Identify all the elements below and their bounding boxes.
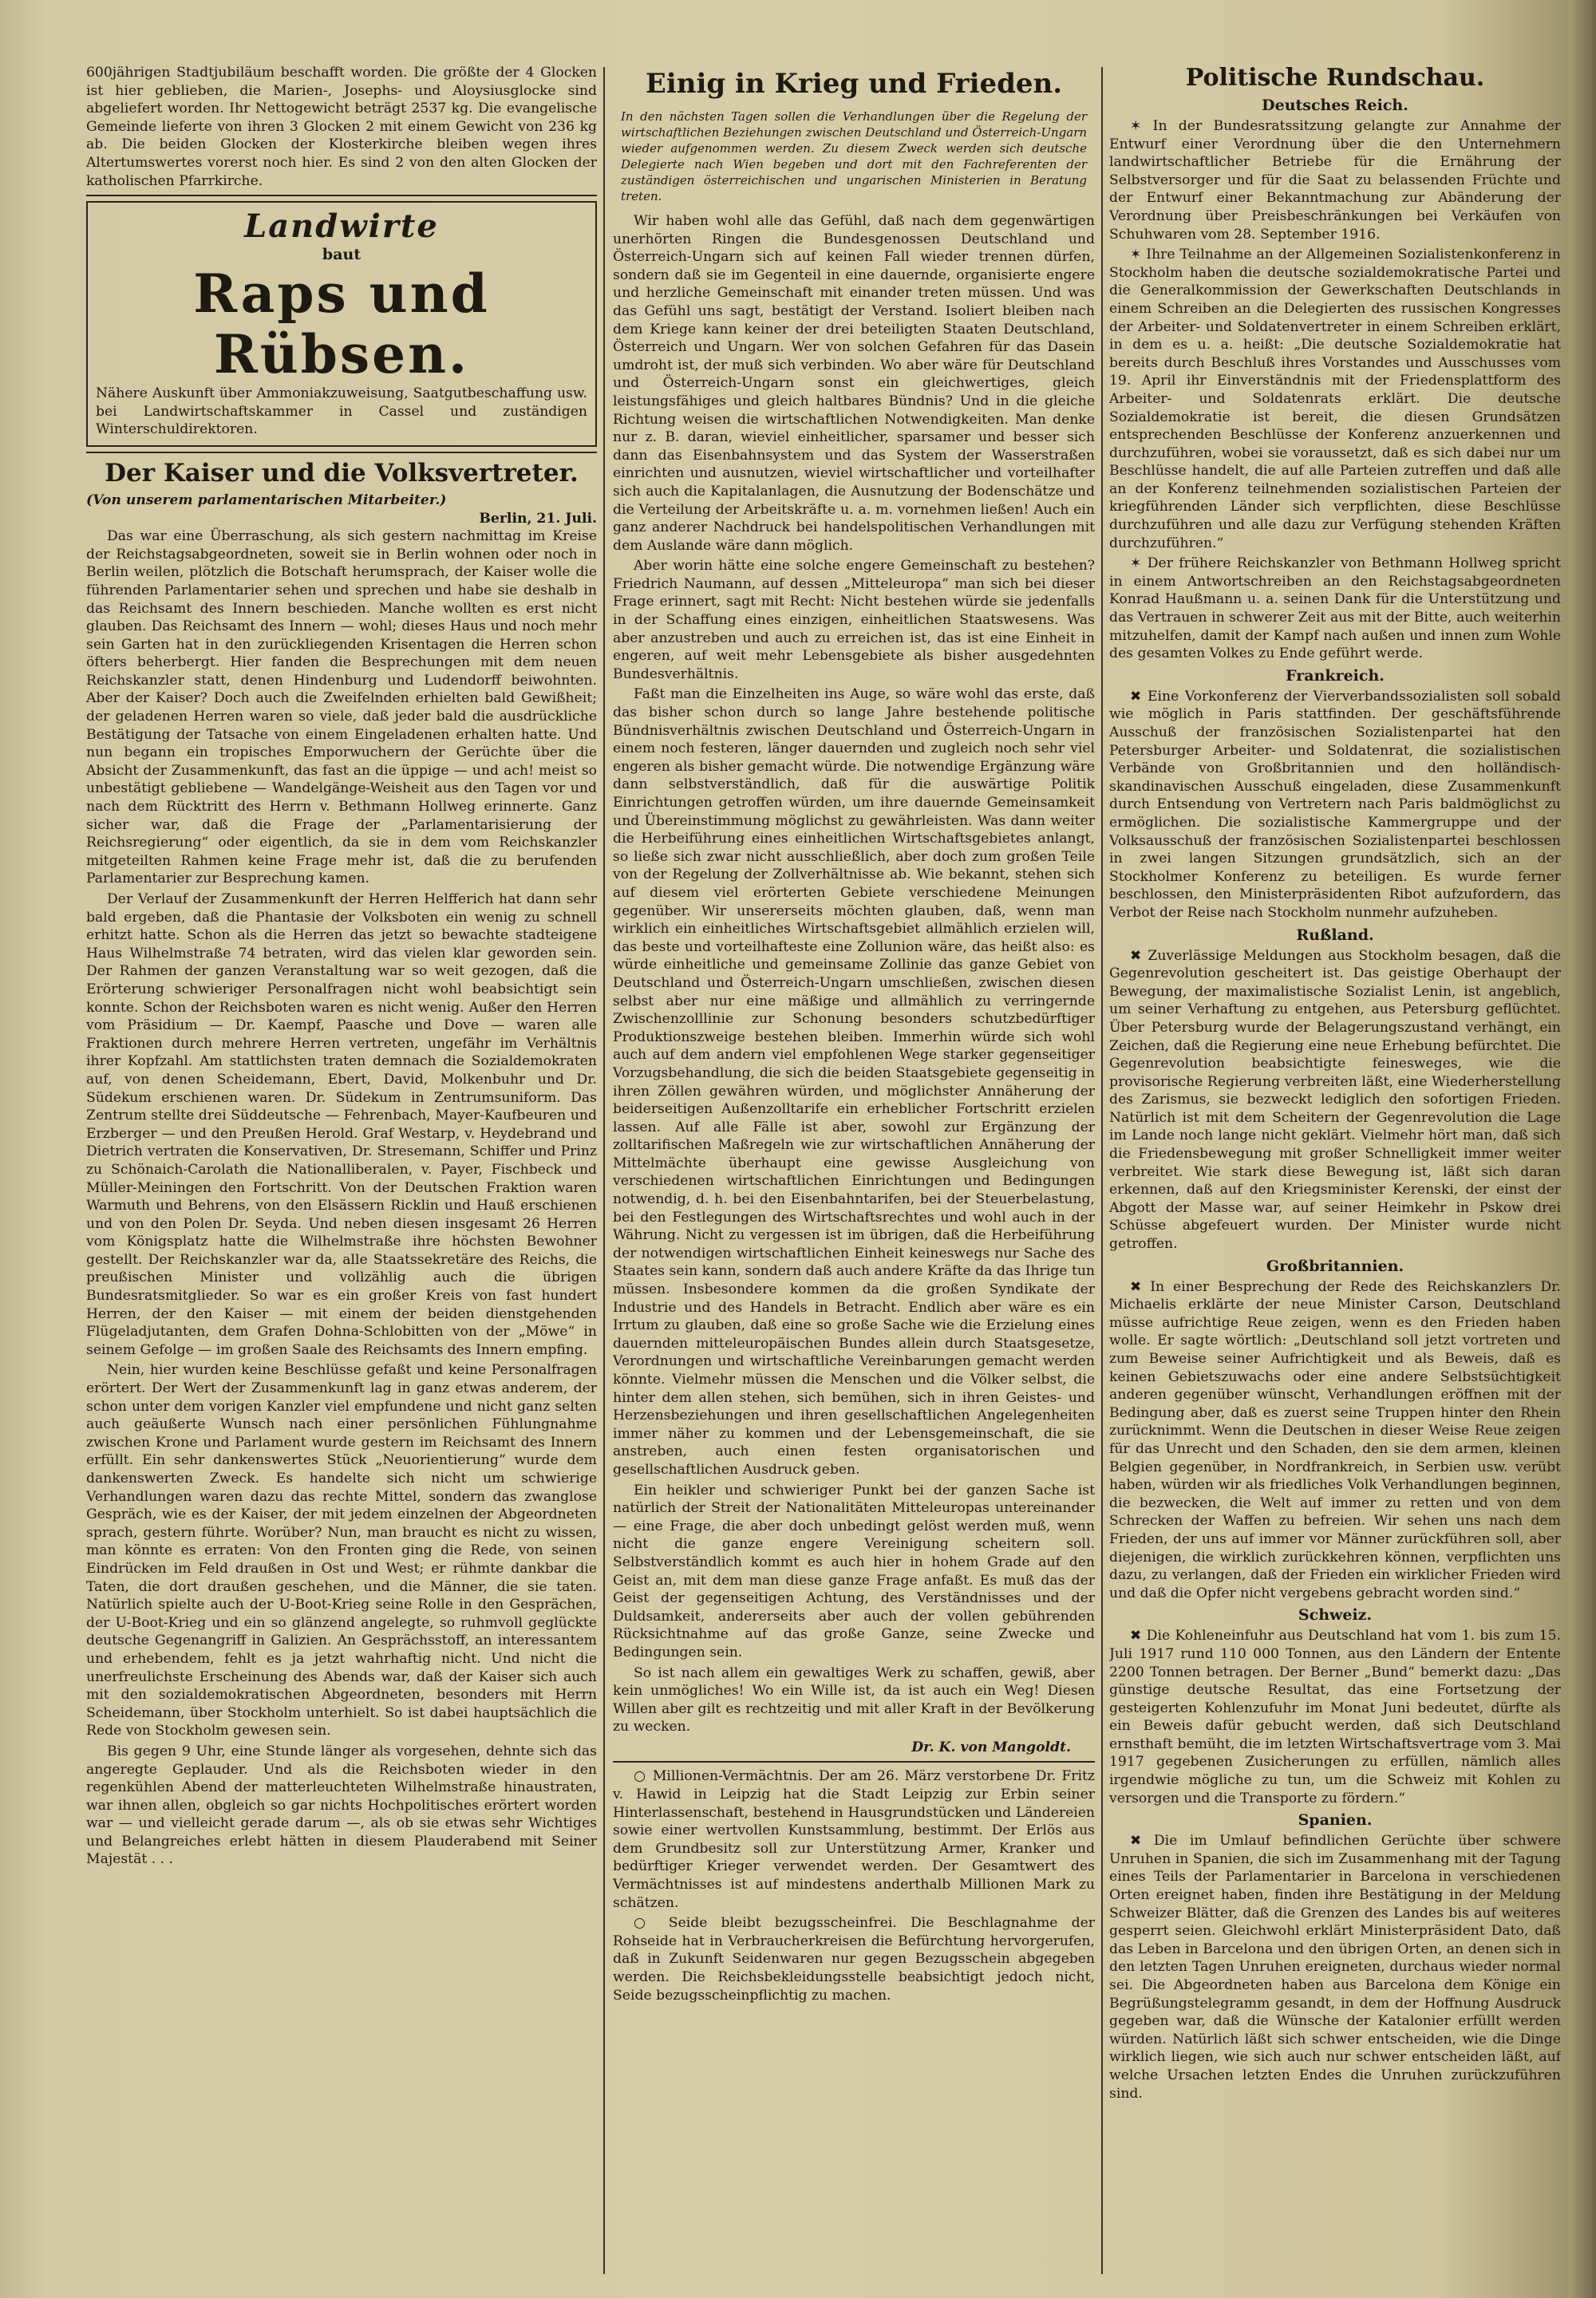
article-signature: Dr. K. von Mangoldt. bbox=[911, 1739, 1071, 1755]
section-rule bbox=[86, 452, 597, 453]
news-item: ✶ Ihre Teilnahme an der Allgemeinen Sozialistenkonferenz in Stockholm haben die deutsche sozialdemokratische Partei und die Generalkommission der Gewerkschaften Deutschlands in einem Schreiben an die Delegierten des russischen Kongresses der Arbeiter- und Soldatenvertreter in einem Schreiben erklärt, in dem es u. a. heißt: „Die deutsche Sozialdemokratie hat bereits durch Beschluß ihres Vorstandes und Ausschusses vom 19. April ihr Einverständnis mit der Friedensplattform des Arbeiter- und Soldatenrats erklärt. Die deutsche Sozialdemokratie ist bereit, die diesen Grundsätzen entsprechenden Beschlüsse der Konferenz anzuerkennen und durchzuführen, wobei sie voraussetzt, daß es sich dabei nur um Beschlüsse handelt, die auf alle Parteien zutreffen und daß alle an der Konferenz teilnehmenden sozialistischen Parteien der kriegführenden Länder sich verpflichten, diese Beschlüsse durchzuführen und alle dazu zur Verfügung stehenden Kräften durchzuführen.“ bbox=[1109, 247, 1561, 551]
article-dateline: Berlin, 21. Juli. bbox=[479, 510, 597, 527]
news-item: ✖ In einer Besprechung der Rede des Reichskanzlers Dr. Michaelis erklärte der neue Minister Carson, Deutschland müsse aufrichtige Reue zeigen, wenn es den Frieden haben wolle. Er sagte wörtlich: „Deutschland soll jetzt vortreten und zum Beweise seiner Aufrichtigkeit und als Beweis, daß es keinen Gebietszuwachs oder eine andere Selbstsüchtigkeit anderen gegenüber wünscht, Verhandlungen eröffnen mit der Bedingung aber, daß es zuerst seine Truppen hinter den Rhein zurücknimmt. Wenn die Deutschen in dieser Weise Reue zeigen für das Unrecht und den Schaden, den sie dem armen, kleinen Belgien gegenüber, in Nordfrankreich, in Serbien usw. verübt haben, würden wir als friedliches Volk Verhandlungen beginnen, die bezwecken, die Welt auf immer zu retten und von dem Schrecken der Waffen zu befreien. Wir sehen uns nach dem Frieden, der uns auf immer vor Männer zurückführen soll, aber diejenigen, die wirklich zurückkehren können, verpflichten uns dazu, zu verlangen, daß der Frieden ein wirklicher Frieden wird und daß die Opfer nicht vergebens gebracht worden sind.“ bbox=[1109, 1278, 1561, 1601]
news-notice: ○ Seide bleibt bezugsscheinfrei. Die Beschlagnahme der Rohseide hat in Verbraucherkreisen die Befürchtung hervorgerufen, daß in Zukunft Seidenwaren nur gegen Bezugsschein abgegeben werden. Die Reichsbekleidungsstelle beabsichtigt jedoch nicht, Seide bezugsscheinpflichtig zu machen. bbox=[613, 1915, 1095, 2004]
news-item: ✖ Die Kohleneinfuhr aus Deutschland hat vom 1. bis zum 15. Juli 1917 rund 110 000 Tonnen, aus den Ländern der Entente 2200 Tonnen betragen. Der Berner „Bund“ bemerkt dazu: „Das günstige deutsche Resultat, das eine Fortsetzung der gesteigerten Kohlenzufuhr im Monat Juni bedeutet, dürfte als ein Beweis dafür gebucht werden, daß sich Deutschland ernsthaft bemüht, die im letzten Wirtschaftsvertrage vom 3. Mai 1917 gegebenen Zusicherungen zu erfüllen, nämlich alles irgendwie mögliche zu tun, um die Schweiz mit Kohlen zu versorgen und die Transporte zu fördern.“ bbox=[1109, 1628, 1561, 1806]
advertisement-box bbox=[86, 201, 597, 447]
column-right bbox=[1109, 64, 1561, 2282]
article-byline: (Von unserem parlamentarischen Mitarbeiter.) bbox=[86, 492, 447, 508]
article-paragraph: Faßt man die Einzelheiten ins Auge, so wäre wohl das erste, daß das bisher schon durch so lange Jahre bestehende politische Bündnisverhältnis zwischen Deutschland und Österreich-Ungarn in einem noch festeren, länger dauernden und zugleich noch sehr viel engeren als bisher gemacht würde. Die notwendige Ergänzung wäre dann selbstverständlich, daß für die auswärtige Politik Einrichtungen getroffen würden, um ihre dauernde Gemeinsamkeit und Übereinstimmung möglichst zu gewährleisten. Was dann weiter die Herbeiführung eines einheitlichen Wirtschaftsgebietes anlangt, so ließe sich zwar nicht ausschließlich, aber doch zum großen Teile von der Regelung der Zollverhältnisse ab. Wie bekannt, stehen sich auf diesem viel erörterten Gebiete verschiedene Meinungen gegenüber. Wir unsererseits möchten glauben, daß, wenn man wirklich ein einheitliches Wirtschaftsgebiet allmählich erzielen will, das beste und vorteilhafteste eine Zollunion wäre, das heißt also: es würde einheitliche und gemeinsame Zollinie das ganze Gebiet von Deutschland und Österreich-Ungarn umschließen, zwischen diesen selbst aber nur eine mäßige und allmählich zu verringernde Zwischenzolllinie zur Schonung besonders schutzbedürftiger Produktionszweige bestehen bleiben. Immerhin würde sich wohl auch auf dem andern viel empfohlenen Wege starker gegenseitiger Vorzugsbehandlung, die sich die beiden Staatsgebiete gegenseitig in ihren Zöllen gewähren würden, und möglichster Annäherung der beiderseitigen Außenzolltarife ein erheblicher Fortschritt erzielen lassen. Auf alle Fälle ist aber, sowohl zur Ergänzung der zolltarifischen Maßregeln wie zur wirtschaftlichen Annäherung der Mittelmächte überhaupt eine gewisse Ausgleichung von verschiedenen wirtschaftlichen Einrichtungen und Bedingungen notwendig, d. h. bei den Eisenbahntarifen, bei der Steuerbelastung, bei den Festlegungen des Wirtschaftsrechtes und wohl auch in der Währung. Nicht zu vergessen ist im übrigen, daß die Herbeiführung der notwendigen wirtschaftlichen Einheit keineswegs nur Sache des Staates sein kann, sondern daß auch andere Kräfte da das Ihrige tun müssen. Insbesondere kommen da die großen Syndikate der Industrie und des Handels in Betracht. Endlich aber wäre es ein Irrtum zu glauben, daß eine so große Sache wie die Erzielung eines dauernden mitteleuropäischen Bundes allein durch Staatsgesetze, Verordnungen und wirtschaftliche Vereinbarungen gemacht werden könnte. Vielmehr müssen die Menschen und die Völker selbst, die hinter dem allen stehen, sich bemühen, sich in ihren Geistes- und Herzensbeziehungen und ihren gesellschaftlichen Angelegenheiten immer näher zu kommen und der Lebensgemeinschaft, die sie anstreben, auch einen festen organisatorischen und gesellschaftlichen Ausdruck geben. bbox=[613, 686, 1095, 1478]
article-headline: Der Kaiser und die Volksvertreter. bbox=[105, 458, 579, 488]
column-left bbox=[86, 64, 597, 2282]
article-paragraph: Ein heikler und schwieriger Punkt bei der ganzen Sache ist natürlich der Streit der Nationalitäten Mitteleuropas untereinander — eine Frage, die aber doch unbedingt gelöst werden muß, wenn nicht die ganze engere Vereinigung scheitern soll. Selbstverständlich kommt es auch hier in hohem Grade auf den Geist an, mit dem man diese ganze Frage anfaßt. Es muß das der Geist der gegenseitigen Achtung, des Verständnisses und der Duldsamkeit, andererseits aber auch der vollen gebührenden Rücksichtnahme auf das große Ganze, seine Zwecke und Bedingungen sein. bbox=[613, 1482, 1095, 1660]
article-paragraph: So ist nach allem ein gewaltiges Werk zu schaffen, gewiß, aber kein unmögliches! Wo ein Wille ist, da ist auch ein Weg! Diesen Willen aber gilt es rechtzeitig und mit aller Kraft in der Bevölkerung zu wecken. bbox=[613, 1664, 1095, 1735]
ad-main-text: Raps und Rübsen. bbox=[193, 263, 490, 386]
country-heading: Frankreich. bbox=[1286, 666, 1385, 685]
article-headline: Einig in Krieg und Frieden. bbox=[645, 68, 1063, 100]
ad-body: Nähere Auskunft über Ammoniakzuweisung, Saatgutbeschaffung usw. bei Landwirtschaftskammer in Cassel und zuständigen Winterschuldirektoren. bbox=[96, 385, 587, 438]
country-heading: Großbritannien. bbox=[1266, 1257, 1404, 1275]
section-rule bbox=[86, 195, 597, 196]
country-heading: Deutsches Reich. bbox=[1262, 97, 1408, 114]
ad-title: Landwirte bbox=[244, 207, 439, 246]
page-edge-shadow bbox=[1569, 0, 1596, 2298]
column-middle bbox=[613, 64, 1095, 2282]
article-paragraph: Bis gegen 9 Uhr, eine Stunde länger als vorgesehen, dehnte sich das angeregte Geplauder. Und als die Reichsboten wieder in den regenkühlen Abend der matterleuchteten Wilhelmstraße hinaustraten, war ihnen allen, obgleich so gar nichts Hochpolitisches erörtert worden war — und vielleicht gerade darum —, als ob sie etwas sehr Wichtiges und Belangreiches erlebt hätten in diesem Plauderabend mit Seiner Majestät . . . bbox=[86, 1743, 597, 1868]
column-rule-1 bbox=[603, 67, 605, 2274]
country-heading: Rußland. bbox=[1296, 926, 1374, 944]
column-rule-2 bbox=[1101, 67, 1103, 2274]
country-heading: Schweiz. bbox=[1298, 1606, 1373, 1625]
article-paragraph: Wir haben wohl alle das Gefühl, daß nach dem gegenwärtigen unerhörten Ringen die Bundesgenossen Deutschland und Österreich-Ungarn sich auf keinen Fall wieder trennen dürfen, sondern daß sie im Gegenteil in eine dauernde, organisierte engere und herzliche Gemeinschaft mit einander treten müssen. Und was das Gefühl uns sagt, bestätigt der Verstand. Isoliert bleiben nach dem Kriege kann keiner der drei beteiligten Staaten Deutschland, Österreich und Ungarn. Wer von solchen Gefahren für das Dasein umdroht ist, der muß sich verbinden. Wo aber wäre für Deutschland und Österreich-Ungarn sonst ein gleichwertiges, gleich leistungsfähiges und gleich haltbares Bündnis? Und in die gleiche Richtung weisen die wirtschaftlichen Notwendigkeiten. Man denke nur z. B. daran, wieviel einheitlicher, sparsamer und besser sich dann das Eisenbahnsystem und das System der Wasserstraßen einrichten und ausnutzen, wieviel wirtschaftlicher und vorteilhafter sich auch die Kapitalanlagen, die Ausnutzung der Bodenschätze und die Verteilung der Arbeitskräfte u. a. m. vornehmen ließen! Auch ein ganz anderer Nachdruck bei handelspolitischen Verhandlungen mit dem Auslande wäre dann möglich. bbox=[613, 213, 1095, 554]
article-paragraph: Der Verlauf der Zusammenkunft der Herren Helfferich hat dann sehr bald ergeben, daß die Phantasie der Volksboten ein wenig zu schnell erhitzt hatte. Schon als die Herren das jetzt so bewachte stadteigene Haus Wilhelmstraße 74 betraten, wird das vielen klar geworden sein. Der Rahmen der ganzen Veranstaltung war so weit gezogen, daß die Erörterung schwieriger Personalfragen nicht wohl beabsichtigt sein konnte. Schon der Reichsboten waren es nicht wenig. Außer den Herren vom Präsidium — Dr. Kaempf, Paasche und Dove — waren alle Fraktionen durch mehrere Herren vertreten, ungefähr im Verhältnis ihrer Kopfzahl. Am stattlichsten traten demnach die Sozialdemokraten auf, von denen Scheidemann, Ebert, David, Molkenbuhr und Dr. Südekum erschienen waren. Dr. Südekum in Zentrumsuniform. Das Zentrum stellte drei Süddeutsche — Fehrenbach, Mayer-Kaufbeuren und Erzberger — und den Preußen Herold. Graf Westarp, v. Heydebrand und Dietrich vertraten die Konservativen, Dr. Stresemann, Schiffer und Prinz zu Schönaich-Carolath die Nationalliberalen, v. Payer, Fischbeck und Müller-Meiningen den Fortschritt. Von der Deutschen Fraktion waren Warmuth und Behrens, von den Elsässern Ricklin und Hauß erschienen und von den Polen Dr. Seyda. Und neben diesen insgesamt 26 Herren vom Königsplatz hatte die Wilhelmstraße ihre höchsten Bewohner gestellt. Der Reichskanzler war da, alle Staatssekretäre des Reichs, die preußischen Minister und vollzählig auch die übrigen Bundesratsmitglieder. So war es ein großer Kreis von fast hundert Herren, der den Kaiser — mit einem der beiden dienstgehenden Flügeladjutanten, dem Grafen Dohna-Schlobitten von der „Möwe“ in seinem Gefolge — im großen Saale des Reichsamts des Innern empfing. bbox=[86, 891, 597, 1358]
article-paragraph: Nein, hier wurden keine Beschlüsse gefaßt und keine Personalfragen erörtert. Der Wert der Zusammenkunft lag in ganz etwas anderem, der schon unter dem vorigen Kanzler viel empfundene und nicht ganz selten auch geäußerte Wunsch nach einer persönlichen Fühlungnahme zwischen Krone und Parlament wurde gestern im Reichsamt des Innern erfüllt. Ein sehr dankenswertes Stück „Neuorientierung“ wurde dem dankenswerten Zweck. Es handelte sich nicht um schwierige Verhandlungen waren dazu das rechte Mittel, sondern das zwanglose Gespräch, wie es der Kaiser, der mit jedem einzelnen der Abgeordneten sprach, gestern führte. Worüber? Nun, man braucht es nicht zu wissen, man könnte es erraten: Von den Fronten ging die Rede, von seinen Eindrücken im Feld draußen in Ost und West; er rühmte dankbar die Taten, die dort draußen geschehen, und die Männer, die sie taten. Natürlich spielte auch der U-Boot-Krieg seine Rolle in den Gesprächen, der U-Boot-Krieg und ein so glänzend angelegte, so ruhmvoll geglückte deutsche Gegenangriff in Galizien. An Gesprächsstoff, an interessantem und erhebendem, fehlt es ja jetzt wahrhaftig nicht. Und nicht die unerfreulichste Erscheinung des Abends war, daß der Kaiser sich auch mit den sozialdemokratischen Abgeordneten, besonders mit Herrn Scheidemann, über Stockholm unterhielt. So ist dabei hauptsächlich die Rede von Stockholm gewesen sein. bbox=[86, 1362, 597, 1739]
news-item: ✖ Eine Vorkonferenz der Vierverbandssozialisten soll sobald wie möglich in Paris stattfinden. Der geschäftsführende Ausschuß der französischen Sozialistenpartei hat den Petersburger Arbeiter- und Soldatenrat, die sozialistischen Verbände von Großbritannien und den holländisch-skandinavischen Ausschuß eingeladen, diese Zusammenkunft durch Entsendung von Vertretern nach Paris baldmöglichst zu ermöglichen. Die sozialistische Kammergruppe und der Volksausschuß der französischen Sozialistenpartei beschlossen in zwei langen Sitzungen grundsätzlich, sich an der Stockholmer Konferenz zu beteiligen. Es wurde ferner beschlossen, den Ministerpräsidenten Ribot aufzufordern, das Verbot der Reise nach Stockholm nunmehr aufzuheben. bbox=[1109, 688, 1561, 921]
news-item: ✶ Der frühere Reichskanzler von Bethmann Hollweg spricht in einem Antwortschreiben an den Reichstagsabgeordneten Konrad Haußmann u. a. seinen Dank für die Unterstützung und das Vertrauen in schwerer Zeit aus mit der Bitte, auch weiterhin mitzuhelfen, damit der Kampf nach außen und innen zum Wohle des gesamten Volkes zu Ende geführt werde. bbox=[1109, 555, 1561, 662]
article-paragraph: Aber worin hätte eine solche engere Gemeinschaft zu bestehen? Friedrich Naumann, auf dessen „Mitteleuropa“ man sich bei dieser Frage erinnert, sagt mit Recht: Nicht bestehen würde sie jedenfalls in der Schaffung eines einzigen, einheitlichen Staatswesens. Was aber anzustreben und auch zu erreichen ist, das ist eine Einheit in engeren, auf weit mehr Lebensgebiete als bisher ausgedehnten Bundesverhältnis. bbox=[613, 558, 1095, 682]
country-heading: Spanien. bbox=[1298, 1811, 1373, 1830]
section-rule bbox=[613, 1761, 1095, 1763]
article-paragraph: Das war eine Überraschung, als sich gestern nachmittag im Kreise der Reichstagsabgeordneten, soweit sie in Berlin wohnen oder noch in Berlin weilen, plötzlich die Botschaft herumsprach, der Kaiser wolle die führenden Parlamentarier sehen und sprechen und habe sie deshalb in das Reichsamt des Innern beschieden. Manche wollten es erst nicht glauben. Das Reichsamt des Innern — wohl; dieses Haus und noch mehr sein Garten hat in den zurückliegenden Krisentagen die Herren schon öfters beherbergt. Hier fanden die Besprechungen mit dem neuen Reichskanzler statt, denen Hindenburg und Ludendorff beiwohnten. Aber der Kaiser? Doch auch die Zweifelnden erhielten bald Gewißheit; der geladenen Herren waren so viele, daß jeder bald die ausdrückliche Bestätigung der Tatsache von einem Eingeladenen erhalten hatte. Und nun begann ein tropisches Emporwuchern der Gerüchte über die Absicht der Zusammenkunft, das fast an die üppige — und ach! meist so unbestätigt gebliebene — Wandelgänge-Weisheit aus den Tagen vor und nach dem Rücktritt des Herrn v. Bethmann Hollweg erinnerte. Ganz sicher war, daß die Frage der „Parlamentarisierung der Reichsregierung“ oder eigentlich, da sie in dem vom Reichskanzler mitgeteilten Rahmen keine Frage mehr ist, daß die zu berufenden Parlamentarier zur Besprechung kamen. bbox=[86, 528, 597, 887]
news-item: ✶ In der Bundesratssitzung gelangte zur Annahme der Entwurf einer Verordnung über die den Unternehmern landwirtschaftlicher Betriebe für die Ernährung der Selbstversorger und für die Saat zu belassenden Früchte und der Entwurf einer Bekanntmachung zur Abänderung der Verordnung über Preisbeschränkungen bei Verkäufen von Schuhwaren vom 28. September 1916. bbox=[1109, 118, 1561, 243]
news-item: ✖ Die im Umlauf befindlichen Gerüchte über schwere Unruhen in Spanien, die sich im Zusammenhang mit der Tagung eines Teils der Parlamentarier in Barcelona in verschiedenen Orten ereignet haben, finden ihre Bestätigung in der Meldung Schweizer Blätter, daß die Grenzen des Landes bis auf weiteres gesperrt seien. Gleichwohl erklärt Ministerpräsident Dato, daß das Leben in Barcelona und den übrigen Orten, an denen sich in den letzten Tagen Unruhen ereigneten, durchaus wieder normal sei. Die Abgeordneten haben aus Barcelona dem Könige ein Begrüßungstelegramm gesandt, in dem der Hoffnung Ausdruck gegeben war, daß die Wünsche der Katalonier erfüllt werden würden. Natürlich läßt sich schwer entscheiden, wie die Dinge wirklich liegen, wie sich auch nur schwer entscheiden läßt, auf welche Ursachen letzten Endes die Unruhen zurückzuführen sind. bbox=[1109, 1833, 1561, 2102]
section-headline: Politische Rundschau. bbox=[1185, 64, 1485, 92]
news-item: ✖ Zuverlässige Meldungen aus Stockholm besagen, daß die Gegenrevolution gescheitert ist. Das geistige Oberhaupt der Bewegung, der maximalistische Sozialist Lenin, ist angeblich, um seiner Verhaftung zu entgehen, aus Petersburg geflüchtet. Über Petersburg wurde der Belagerungszustand verhängt, ein Zeichen, daß die Regierung eine neue Erhebung befürchtet. Die Gegenrevolution beabsichtigte feinesweges, wie die provisorische Regierung verbreiten läßt, eine Wiederherstellung des Zarismus, sie bezweckt lediglich den sofortigen Frieden. Natürlich ist mit dem Scheitern der Gegenrevolution die Lage im Lande noch lange nicht geklärt. Vielmehr hört man, daß sich die Friedensbewegung mit großer Schnelligkeit immer weiter verbreitet. Wie stark diese Bewegung ist, läßt sich daran erkennen, daß auf den Kriegsminister Kerenski, der einst der Abgott der Masse war, auf seiner Heimkehr in Pskow drei Schüsse abgefeuert wurden. Der Minister wurde nicht getroffen. bbox=[1109, 947, 1561, 1253]
continuation-text: 600jährigen Stadtjubiläum beschafft worden. Die größte der 4 Glocken ist hier geblieben, die Marien-, Josephs- und Aloysiusglocke sind abgeliefert worden. Ihr Nettogewicht beträgt 2537 kg. Die evangelische Gemeinde lieferte von ihren 3 Glocken 2 mit einem Gewicht von 236 kg ab. Die beiden Glocken der Klosterkirche bleiben wegen ihres Altertumswertes vorerst noch hier. Es sind 2 von den alten Glocken der katholischen Pfarrkirche. bbox=[86, 65, 597, 189]
news-notice: ○ Millionen-Vermächtnis. Der am 26. März verstorbene Dr. Fritz v. Hawid in Leipzig hat die Stadt Leipzig zur Erbin seiner Hinterlassenschaft, bestehend in Hausgrundstücken und Ländereien sowie einer wertvollen Kunstsammlung, bestimmt. Der Erlös aus dem Grundbesitz soll zur Unterstützung Armer, Kranker und bedürftiger Krieger verwendet werden. Der Gesamtwert des Vermächtnisses ist auf mindestens anderthalb Millionen Mark zu schätzen. bbox=[613, 1768, 1095, 1911]
article-intro: In den nächsten Tagen sollen die Verhandlungen über die Regelung der wirtschaftlichen Beziehungen zwischen Deutschland und Österreich-Ungarn wieder aufgenommen werden. Zu diesem Zweck werden sich deutsche Delegierte nach Wien begeben und dort mit den Fachreferenten der zuständigen österreichischen und ungarischen Ministerien in Beratung treten. bbox=[621, 109, 1087, 203]
ad-subtitle: baut bbox=[322, 246, 361, 264]
